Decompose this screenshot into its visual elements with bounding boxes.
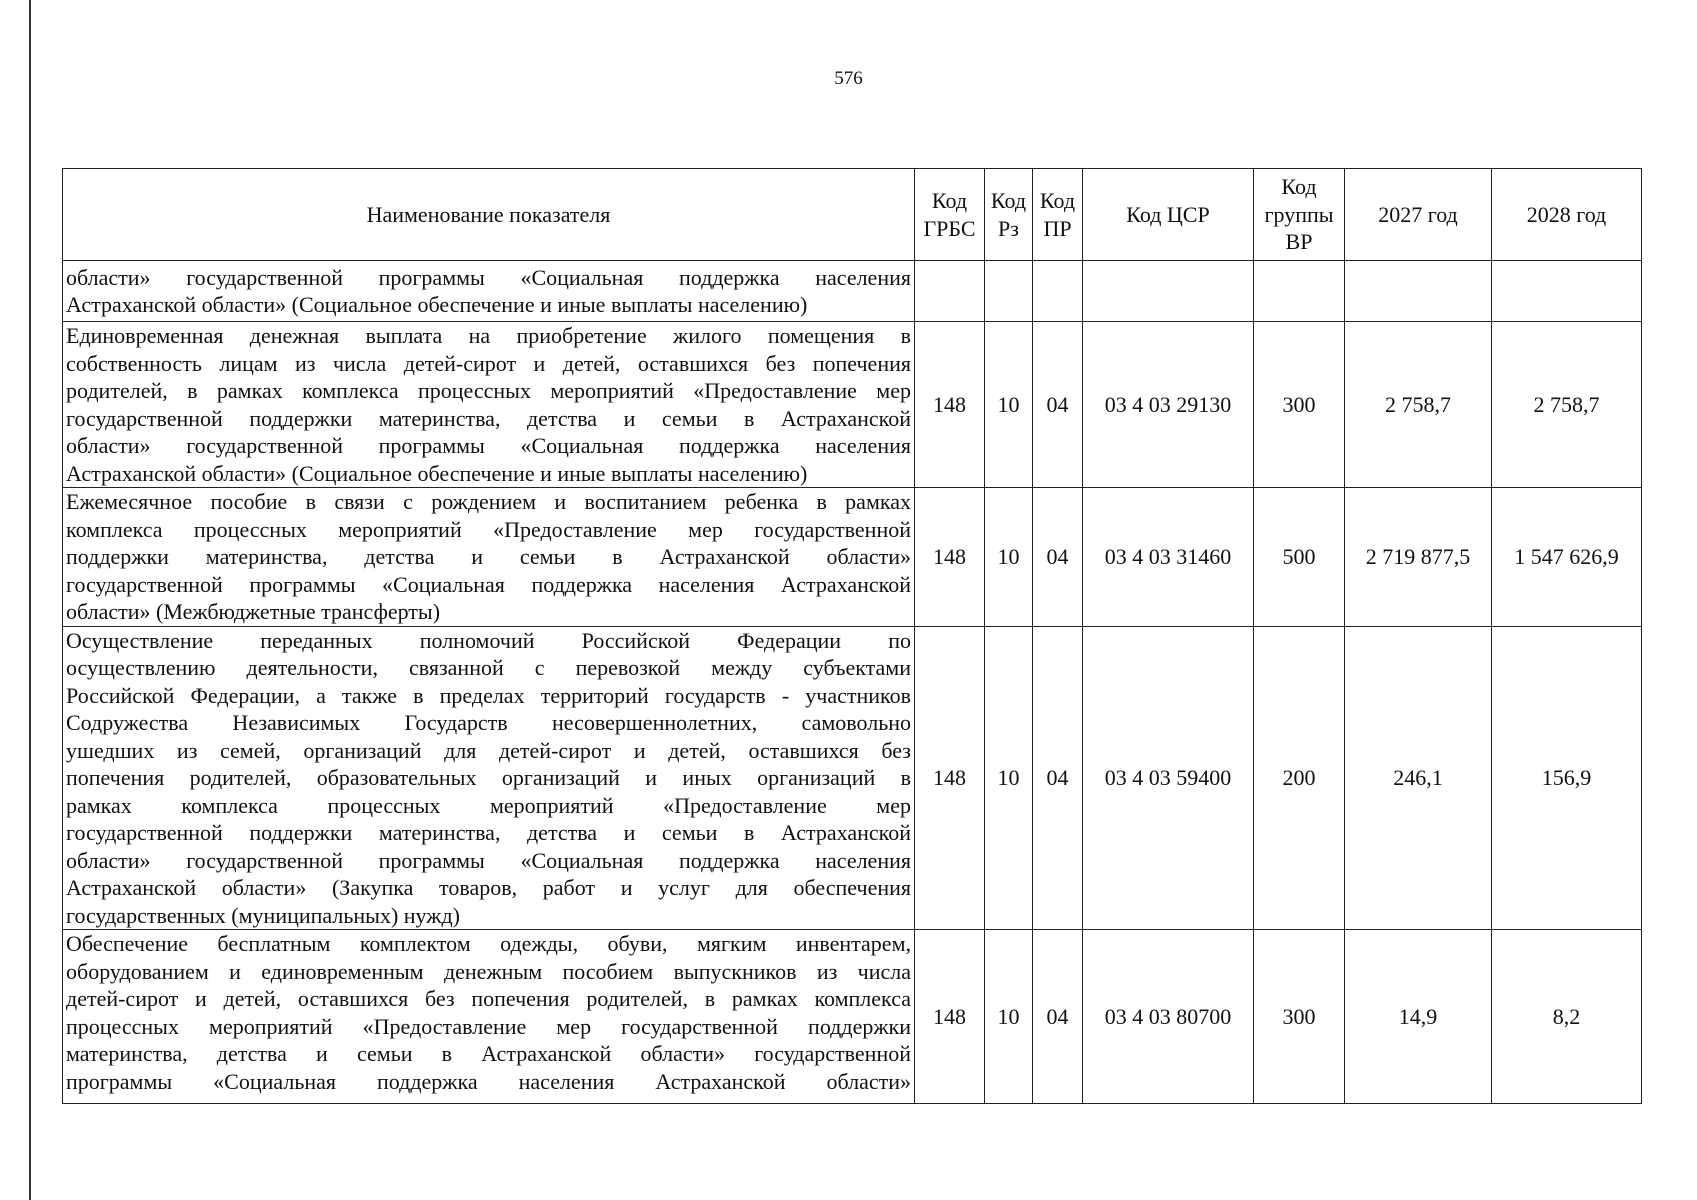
name-line: детей-сирот и детей, оставшихся без попечения родителей, в рамках комплекса [66, 986, 911, 1011]
cell-2027: 14,9 [1345, 930, 1492, 1104]
name-line: попечения родителей, образовательных организаций и иных организаций в [66, 765, 911, 790]
cell-2027: 2 719 877,5 [1345, 488, 1492, 627]
table-row [63, 626, 1642, 930]
cell-vr: 200 [1254, 626, 1345, 930]
name-line: рамках комплекса процессных мероприятий «Предоставление мер [66, 792, 911, 818]
name-line: государственной программы «Социальная поддержка населения Астраханской [66, 571, 911, 597]
name-line: Российской Федерации, а также в пределах территорий государств - участников [66, 682, 911, 708]
cell-2028: 8,2 [1492, 930, 1642, 1104]
row-name [63, 261, 915, 322]
cell-grbs: 148 [915, 322, 985, 488]
cell-2027 [1345, 261, 1492, 322]
name-line: комплекса процессных мероприятий «Предоставление мер государственной [66, 516, 911, 542]
cell-2028: 156,9 [1492, 626, 1642, 930]
header-grbs: Код ГРБС [915, 169, 985, 261]
cell-csr: 03 4 03 29130 [1083, 322, 1254, 488]
cell-2027: 2 758,7 [1345, 322, 1492, 488]
name-line: государственных (муниципальных) нужд) [66, 902, 460, 928]
row-name [63, 488, 915, 627]
cell-vr: 300 [1254, 322, 1345, 488]
table-row [63, 322, 1642, 488]
row-name [63, 930, 915, 1104]
cell-pr: 04 [1033, 322, 1083, 488]
name-line: области» государственной программы «Социальная поддержка населения [66, 433, 911, 458]
row-name [63, 322, 915, 488]
name-line: государственной поддержки материнства, детства и семьи в Астраханской [66, 820, 911, 845]
name-line: осуществлению деятельности, связанной с перевозкой между субъектами [66, 655, 911, 680]
header-2028: 2028 год [1492, 169, 1642, 261]
name-line: Единовременная денежная выплата на приобретение жилого помещения в [66, 323, 911, 348]
table-row [63, 930, 1642, 1104]
name-line: Обеспечение бесплатным комплектом одежды, обуви, мягким инвентарем, [66, 931, 911, 956]
page-number: 576 [834, 68, 863, 89]
name-line: области» государственной программы «Социальная поддержка населения [66, 847, 911, 873]
cell-2027: 246,1 [1345, 626, 1492, 930]
cell-pr: 04 [1033, 930, 1083, 1104]
header-2027: 2027 год [1345, 169, 1492, 261]
name-line: процессных мероприятий «Предоставление мер государственной поддержки [66, 1013, 911, 1039]
cell-pr: 04 [1033, 488, 1083, 627]
budget-table [62, 168, 1642, 1104]
header-csr: Код ЦСР [1083, 169, 1254, 261]
cell-rz: 10 [985, 322, 1033, 488]
name-line: Содружества Независимых Государств несовершеннолетних, самовольно [66, 710, 911, 735]
name-line: государственной поддержки материнства, детства и семьи в Астраханской [66, 405, 911, 431]
table-row [63, 261, 1642, 322]
cell-vr [1254, 261, 1345, 322]
name-line: ушедших из семей, организаций для детей-сирот и детей, оставшихся без [66, 737, 911, 763]
header-vr: Код группы ВР [1254, 169, 1345, 261]
table-row [63, 488, 1642, 627]
row-name [63, 626, 915, 930]
cell-csr [1083, 261, 1254, 322]
cell-2028: 1 547 626,9 [1492, 488, 1642, 627]
cell-2028 [1492, 261, 1642, 322]
cell-grbs [915, 261, 985, 322]
cell-csr: 03 4 03 80700 [1083, 930, 1254, 1104]
cell-pr [1033, 261, 1083, 322]
cell-rz: 10 [985, 626, 1033, 930]
name-line: оборудованием и единовременным денежным пособием выпускников из числа [66, 958, 911, 984]
cell-rz [985, 261, 1033, 322]
left-margin-line [29, 0, 31, 1200]
cell-csr: 03 4 03 31460 [1083, 488, 1254, 627]
cell-2028: 2 758,7 [1492, 322, 1642, 488]
name-line: поддержки материнства, детства и семьи в Астраханской области» [66, 544, 911, 569]
header-rz: Код Рз [985, 169, 1033, 261]
name-line: Осуществление переданных полномочий Российской Федерации по [66, 627, 911, 653]
name-line: области» государственной программы «Социальная поддержка населения [66, 264, 911, 290]
name-line: родителей, в рамках комплекса процессных мероприятий «Предоставление мер [66, 378, 911, 403]
cell-grbs: 148 [915, 626, 985, 930]
name-line: Астраханской области» (Социальное обеспечение и иные выплаты населению) [66, 292, 808, 317]
header-pr: Код ПР [1033, 169, 1083, 261]
name-line: Ежемесячное пособие в связи с рождением и воспитанием ребенка в рамках [66, 489, 911, 514]
cell-grbs: 148 [915, 930, 985, 1104]
name-line: Астраханской области» (Социальное обеспечение и иные выплаты населению) [66, 460, 808, 486]
name-line: области» (Межбюджетные трансферты) [66, 599, 441, 624]
cell-csr: 03 4 03 59400 [1083, 626, 1254, 930]
cell-rz: 10 [985, 930, 1033, 1104]
cell-vr: 500 [1254, 488, 1345, 627]
name-line: материнства, детства и семьи в Астраханской области» государственной [66, 1041, 911, 1066]
header-row [63, 169, 1642, 261]
name-line: программы «Социальная поддержка населения Астраханской области» [66, 1068, 911, 1094]
cell-pr: 04 [1033, 626, 1083, 930]
name-line: собственность лицам из числа детей-сирот и детей, оставшихся без попечения [66, 350, 911, 376]
cell-rz: 10 [985, 488, 1033, 627]
name-line: Астраханской области» (Закупка товаров, работ и услуг для обеспечения [66, 875, 911, 900]
cell-vr: 300 [1254, 930, 1345, 1104]
cell-grbs: 148 [915, 488, 985, 627]
header-name: Наименование показателя [63, 169, 915, 261]
